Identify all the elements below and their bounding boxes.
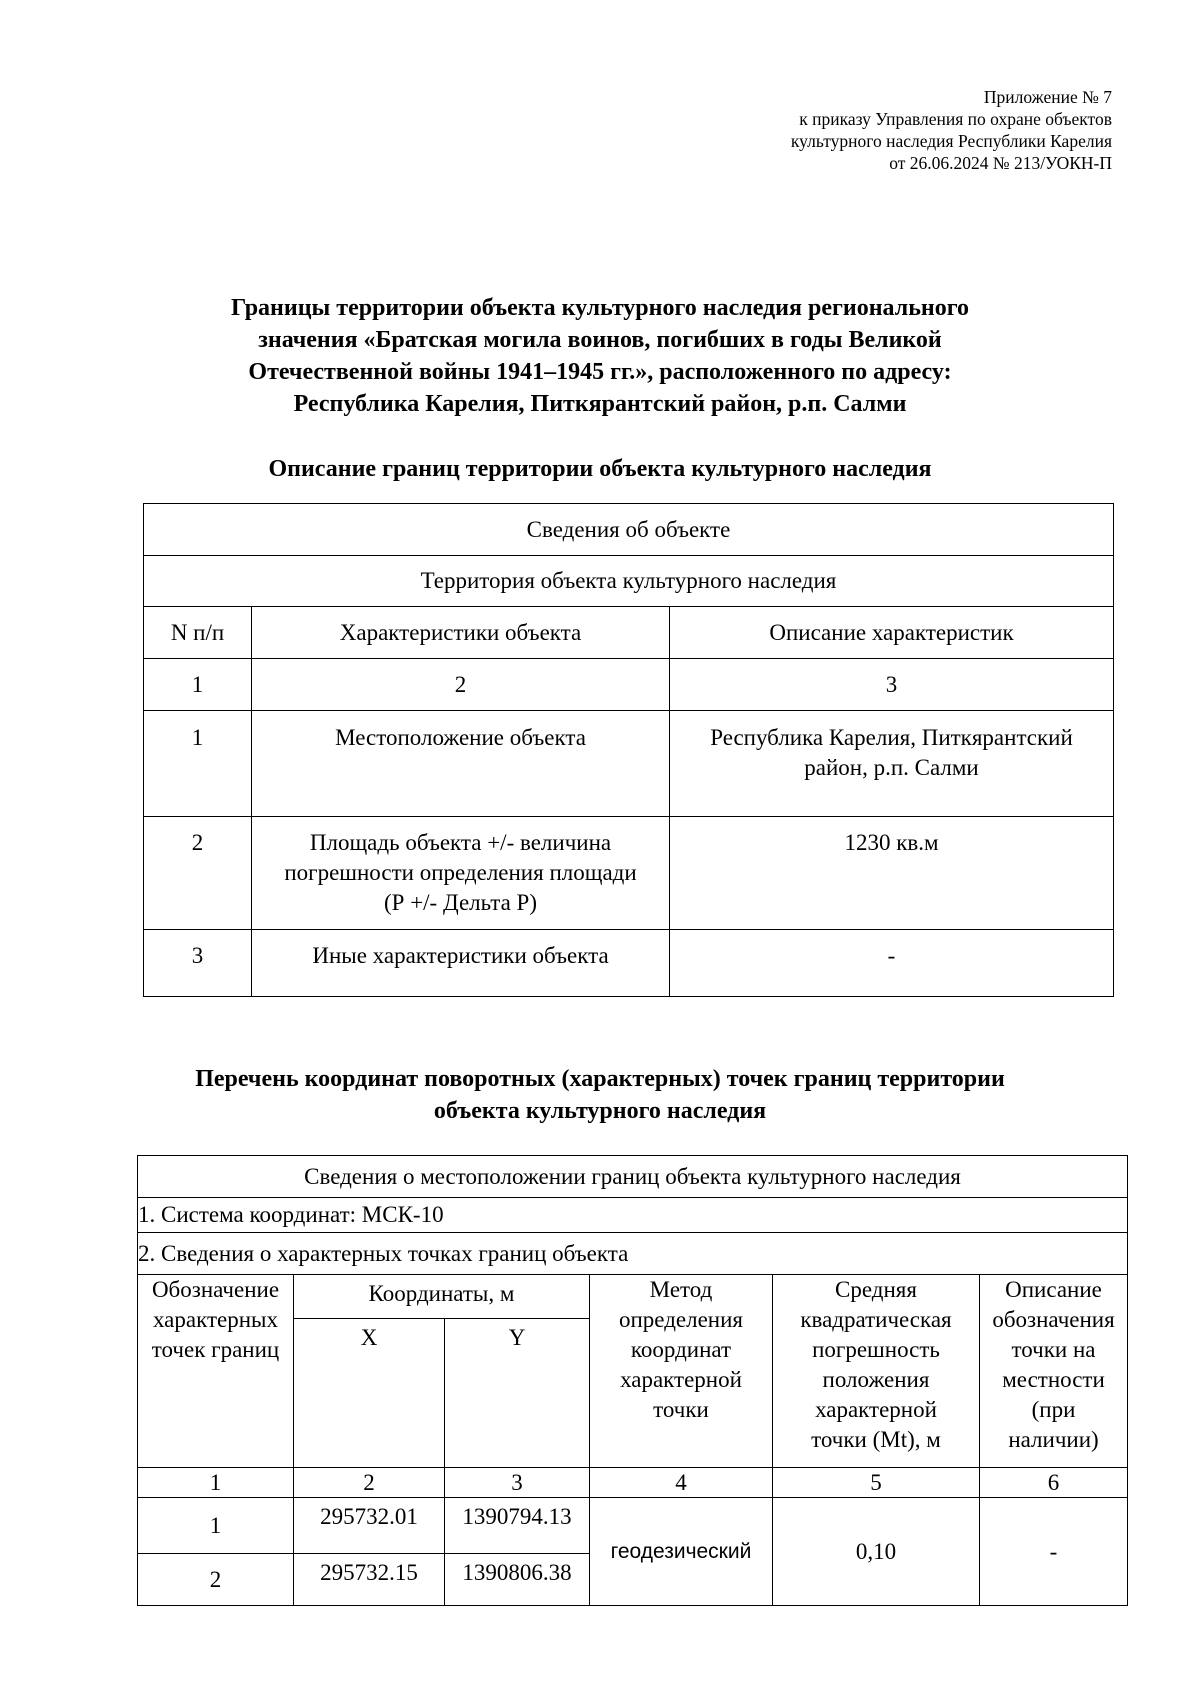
header-line: Средняя bbox=[835, 1277, 917, 1302]
row-value: - bbox=[670, 930, 1114, 997]
column-header-characteristics: Характеристики объекта bbox=[252, 607, 670, 659]
header-line: точки (Mt), м bbox=[811, 1427, 941, 1452]
row-value bbox=[670, 711, 1114, 817]
row-number: 1 bbox=[144, 711, 252, 817]
row-name: Местоположение объекта bbox=[252, 711, 670, 817]
column-number: 6 bbox=[980, 1468, 1128, 1498]
coord-system: 1. Система координат: МСК-10 bbox=[138, 1198, 1128, 1233]
header-line-order: к приказу Управления по охране объектов bbox=[799, 109, 1112, 129]
error-value: 0,10 bbox=[773, 1498, 980, 1606]
header-line: местности bbox=[1002, 1367, 1105, 1392]
header-line: квадратическая bbox=[800, 1307, 952, 1332]
row-number: 3 bbox=[144, 930, 252, 997]
column-header-y: Y bbox=[445, 1319, 590, 1468]
header-line: погрешность bbox=[812, 1337, 940, 1362]
table-row bbox=[144, 711, 1114, 817]
column-number: 4 bbox=[590, 1468, 773, 1498]
column-number: 3 bbox=[670, 659, 1114, 711]
row-name-line: Площадь объекта +/- величина bbox=[309, 830, 612, 855]
row-name-line: (Р +/- Дельта Р) bbox=[384, 890, 537, 915]
header-line: обозначения bbox=[992, 1307, 1115, 1332]
column-header-method bbox=[590, 1275, 773, 1468]
header-line: Метод bbox=[649, 1277, 713, 1302]
desc-value: - bbox=[980, 1498, 1128, 1606]
point-x: 295732.15 bbox=[294, 1554, 445, 1606]
header-line: точек границ bbox=[151, 1337, 280, 1362]
header-line: точки bbox=[653, 1397, 709, 1422]
table-row bbox=[144, 817, 1114, 930]
point-y: 1390794.13 bbox=[445, 1498, 590, 1554]
column-header-error bbox=[773, 1275, 980, 1468]
table-row bbox=[138, 1498, 1128, 1554]
row-name bbox=[252, 817, 670, 930]
coordinates-table bbox=[137, 1155, 1128, 1606]
column-number: 2 bbox=[294, 1468, 445, 1498]
point-id: 1 bbox=[138, 1498, 294, 1554]
column-number: 3 bbox=[445, 1468, 590, 1498]
header-line: Обозначение bbox=[151, 1277, 280, 1302]
column-header-desc bbox=[980, 1275, 1128, 1468]
header-line-authority: культурного наследия Республики Карелия bbox=[790, 131, 1112, 151]
header-line-date: от 26.06.2024 № 213/УОКН-П bbox=[889, 153, 1112, 173]
row-value-line: район, р.п. Салми bbox=[804, 755, 979, 780]
section2-title-line: объекта культурного наследия bbox=[433, 1098, 767, 1124]
column-header-point bbox=[138, 1275, 294, 1468]
column-number: 2 bbox=[252, 659, 670, 711]
coords-header-main: Сведения о местоположении границ объекта культурного наследия bbox=[138, 1156, 1128, 1198]
column-header-number: N п/п bbox=[144, 607, 252, 659]
object-info-table bbox=[143, 503, 1114, 997]
row-value-line: Республика Карелия, Питкярантский bbox=[710, 725, 1073, 750]
title-line: Республика Карелия, Питкярантский район, р.п. Салми bbox=[293, 391, 907, 417]
row-name: Иные характеристики объекта bbox=[252, 930, 670, 997]
header-line: характерной bbox=[815, 1397, 937, 1422]
row-value: 1230 кв.м bbox=[670, 817, 1114, 930]
header-line: координат bbox=[630, 1337, 732, 1362]
section2-title bbox=[100, 1063, 1100, 1127]
row-name-line: погрешности определения площади bbox=[284, 860, 637, 885]
point-id: 2 bbox=[138, 1554, 294, 1606]
column-header-coords: Координаты, м bbox=[294, 1275, 590, 1319]
header-line: положения bbox=[822, 1367, 930, 1392]
points-info: 2. Сведения о характерных точках границ объекта bbox=[138, 1233, 1128, 1275]
section1-title: Описание границ территории объекта культурного наследия bbox=[268, 456, 932, 482]
column-header-description: Описание характеристик bbox=[670, 607, 1114, 659]
title-line: Отечественной войны 1941–1945 гг.», расположенного по адресу: bbox=[248, 359, 952, 385]
column-number: 5 bbox=[773, 1468, 980, 1498]
header-line-appendix: Приложение № 7 bbox=[983, 87, 1112, 107]
document-header bbox=[791, 86, 1112, 174]
row-number: 2 bbox=[144, 817, 252, 930]
header-line: (при bbox=[1031, 1397, 1076, 1422]
table-row bbox=[144, 930, 1114, 997]
header-line: характерных bbox=[152, 1307, 278, 1332]
title-line: значения «Братская могила воинов, погибших в годы Великой bbox=[258, 327, 942, 353]
column-number: 1 bbox=[138, 1468, 294, 1498]
header-line: точки на bbox=[1011, 1337, 1096, 1362]
header-line: определения bbox=[618, 1307, 743, 1332]
point-x: 295732.01 bbox=[294, 1498, 445, 1554]
table-header-main: Сведения об объекте bbox=[144, 504, 1114, 556]
title-line: Границы территории объекта культурного наследия регионального bbox=[230, 295, 970, 321]
header-line: Описание bbox=[1005, 1277, 1102, 1302]
header-line: характерной bbox=[620, 1367, 742, 1392]
header-line: наличии) bbox=[1008, 1427, 1099, 1452]
table-header-sub: Территория объекта культурного наследия bbox=[144, 556, 1114, 607]
section2-title-line: Перечень координат поворотных (характерных) точек границ территории bbox=[195, 1066, 1005, 1092]
point-y: 1390806.38 bbox=[445, 1554, 590, 1606]
column-header-x: X bbox=[294, 1319, 445, 1468]
page-title bbox=[100, 292, 1100, 420]
column-number: 1 bbox=[144, 659, 252, 711]
method-value: геодезический bbox=[590, 1498, 773, 1606]
